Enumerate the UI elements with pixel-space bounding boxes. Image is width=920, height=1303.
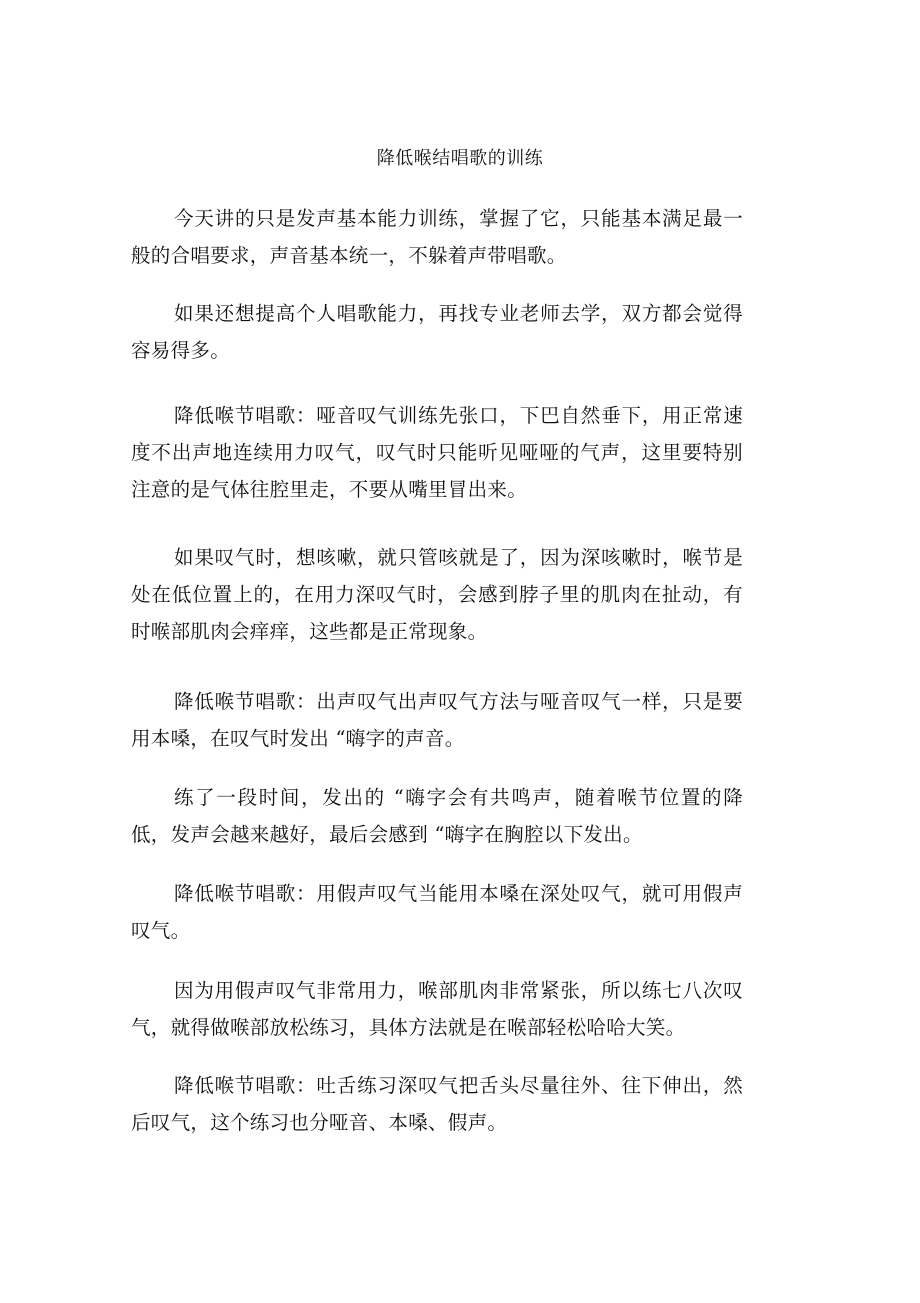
paragraph-3: 降低喉节唱歌：哑音叹气训练先张口，下巴自然垂下，用正常速度不出声地连续用力叹气，叹气时只能听见哑哑的气声，这里要特别注意的是气体往腔里走，不要从嘴里冒出来。 — [131, 404, 743, 501]
paragraph-6: 练了一段时间，发出的 “嗨字会有共鸣声，随着喉节位置的降低，发声会越来越好，最后会感到 “嗨字在胸腔以下发出。 — [131, 786, 743, 846]
paragraph-4: 如果叹气时，想咳嗽，就只管咳就是了，因为深咳嗽时，喉节是处在低位置上的，在用力深叹气时，会感到脖子里的肌肉在扯动，有时喉部肌肉会痒痒，这些都是正常现象。 — [131, 546, 743, 643]
paragraph-8: 因为用假声叹气非常用力，喉部肌肉非常紧张，所以练七八次叹气，就得做喉部放松练习，具体方法就是在喉部轻松哈哈大笑。 — [131, 979, 743, 1039]
paragraph-2: 如果还想提高个人唱歌能力，再找专业老师去学，双方都会觉得容易得多。 — [131, 302, 743, 362]
paragraph-7: 降低喉节唱歌：用假声叹气当能用本嗓在深处叹气，就可用假声叹气。 — [131, 882, 743, 942]
document-title: 降低喉结唱歌的训练 — [376, 148, 544, 169]
paragraph-5: 降低喉节唱歌：出声叹气出声叹气方法与哑音叹气一样，只是要用本嗓，在叹气时发出 “嗨字的声音。 — [131, 690, 743, 750]
paragraph-1: 今天讲的只是发声基本能力训练，掌握了它，只能基本满足最一般的合唱要求，声音基本统一，不躲着声带唱歌。 — [131, 207, 743, 267]
paragraph-9: 降低喉节唱歌：吐舌练习深叹气把舌头尽量往外、往下伸出，然后叹气，这个练习也分哑音、本嗓、假声。 — [131, 1074, 743, 1134]
